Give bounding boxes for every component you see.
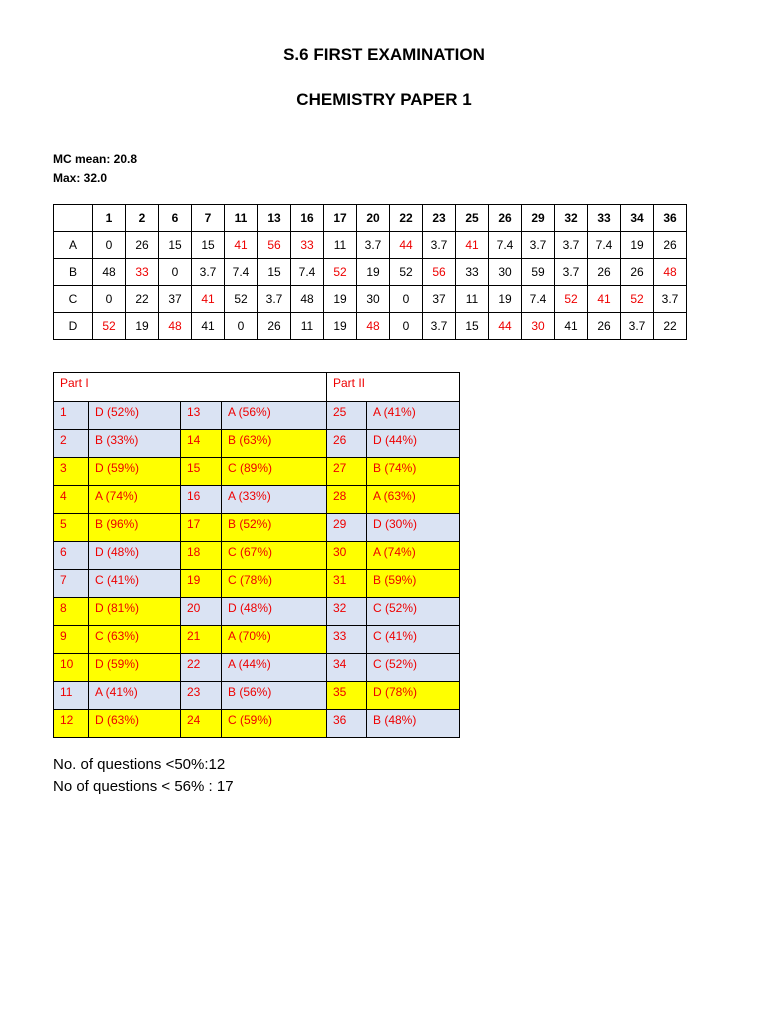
question-number-header: 7 (192, 205, 225, 232)
percentage-cell: 59 (522, 259, 555, 286)
percentage-cell: 33 (126, 259, 159, 286)
option-label: C (54, 286, 93, 313)
percentage-cell: 26 (126, 232, 159, 259)
percentage-cell: 11 (291, 313, 324, 340)
percentage-cell: 44 (489, 313, 522, 340)
question-number: 11 (54, 682, 89, 710)
answer-key: C (52%) (367, 654, 460, 682)
key-row (54, 710, 460, 738)
answer-key: D (30%) (367, 514, 460, 542)
percentage-cell: 44 (390, 232, 423, 259)
question-number-header: 33 (588, 205, 621, 232)
percentage-cell: 41 (225, 232, 258, 259)
percentage-cell: 7.4 (225, 259, 258, 286)
percentage-cell: 0 (390, 286, 423, 313)
distribution-row-c (54, 286, 687, 313)
question-number-header: 23 (423, 205, 456, 232)
question-number: 28 (327, 486, 367, 514)
question-number: 14 (181, 430, 222, 458)
footer-line-1: No. of questions <50%:12 (53, 756, 226, 773)
percentage-cell: 26 (588, 259, 621, 286)
question-number-header: 13 (258, 205, 291, 232)
max-score: Max: 32.0 (53, 171, 108, 185)
question-number-header: 6 (159, 205, 192, 232)
question-number: 6 (54, 542, 89, 570)
distribution-row-d (54, 313, 687, 340)
percentage-cell: 48 (93, 259, 126, 286)
question-number: 24 (181, 710, 222, 738)
answer-key: D (59%) (89, 654, 181, 682)
answer-key: C (63%) (89, 626, 181, 654)
answer-key: A (63%) (367, 486, 460, 514)
question-number: 3 (54, 458, 89, 486)
percentage-cell: 19 (324, 313, 357, 340)
question-number: 12 (54, 710, 89, 738)
question-number: 18 (181, 542, 222, 570)
distribution-row-a (54, 232, 687, 259)
percentage-cell: 26 (588, 313, 621, 340)
page-subtitle: CHEMISTRY PAPER 1 (296, 90, 472, 109)
question-number-header: 1 (93, 205, 126, 232)
question-number: 1 (54, 402, 89, 430)
answer-key: D (63%) (89, 710, 181, 738)
question-number: 36 (327, 710, 367, 738)
answer-key: D (59%) (89, 458, 181, 486)
answer-key: B (52%) (222, 514, 327, 542)
answer-key: C (67%) (222, 542, 327, 570)
answer-key: A (74%) (367, 542, 460, 570)
percentage-cell: 33 (456, 259, 489, 286)
percentage-cell: 48 (159, 313, 192, 340)
percentage-cell: 3.7 (621, 313, 654, 340)
percentage-cell: 22 (654, 313, 687, 340)
question-number: 20 (181, 598, 222, 626)
percentage-cell: 30 (357, 286, 390, 313)
question-number: 5 (54, 514, 89, 542)
question-number: 30 (327, 542, 367, 570)
answer-key: B (63%) (222, 430, 327, 458)
question-number: 7 (54, 570, 89, 598)
question-number-header: 26 (489, 205, 522, 232)
key-row (54, 654, 460, 682)
answer-key: D (81%) (89, 598, 181, 626)
answer-key: D (48%) (222, 598, 327, 626)
question-number-header: 29 (522, 205, 555, 232)
percentage-cell: 7.4 (522, 286, 555, 313)
answer-key: A (33%) (222, 486, 327, 514)
mc-mean: MC mean: 20.8 (53, 152, 138, 166)
percentage-cell: 3.7 (555, 232, 588, 259)
key-row (54, 626, 460, 654)
question-number-header: 36 (654, 205, 687, 232)
percentage-cell: 52 (621, 286, 654, 313)
question-number-header: 2 (126, 205, 159, 232)
percentage-cell: 52 (225, 286, 258, 313)
question-number: 16 (181, 486, 222, 514)
part-one-label: Part I (54, 373, 327, 402)
question-number-header: 22 (390, 205, 423, 232)
percentage-cell: 26 (621, 259, 654, 286)
percentage-cell: 3.7 (654, 286, 687, 313)
percentage-cell: 15 (159, 232, 192, 259)
question-number: 25 (327, 402, 367, 430)
question-number: 29 (327, 514, 367, 542)
corner-cell (54, 205, 93, 232)
option-label: D (54, 313, 93, 340)
answer-key: A (70%) (222, 626, 327, 654)
question-number-header: 17 (324, 205, 357, 232)
percentage-cell: 48 (357, 313, 390, 340)
question-number: 9 (54, 626, 89, 654)
percentage-cell: 15 (258, 259, 291, 286)
question-number: 10 (54, 654, 89, 682)
percentage-cell: 48 (291, 286, 324, 313)
question-number: 17 (181, 514, 222, 542)
percentage-cell: 15 (456, 313, 489, 340)
percentage-cell: 19 (126, 313, 159, 340)
answer-key: C (41%) (367, 626, 460, 654)
answer-key: B (33%) (89, 430, 181, 458)
percentage-cell: 7.4 (489, 232, 522, 259)
option-label: B (54, 259, 93, 286)
percentage-cell: 41 (456, 232, 489, 259)
percentage-cell: 19 (357, 259, 390, 286)
answer-key: B (59%) (367, 570, 460, 598)
answer-key: B (74%) (367, 458, 460, 486)
key-row (54, 598, 460, 626)
answer-key: A (56%) (222, 402, 327, 430)
percentage-cell: 11 (456, 286, 489, 313)
question-number: 34 (327, 654, 367, 682)
key-row (54, 430, 460, 458)
percentage-cell: 52 (93, 313, 126, 340)
question-number: 23 (181, 682, 222, 710)
question-number: 32 (327, 598, 367, 626)
percentage-cell: 22 (126, 286, 159, 313)
percentage-cell: 41 (192, 313, 225, 340)
percentage-cell: 37 (423, 286, 456, 313)
option-label: A (54, 232, 93, 259)
question-number: 35 (327, 682, 367, 710)
answer-key: A (41%) (367, 402, 460, 430)
percentage-cell: 19 (489, 286, 522, 313)
question-number: 15 (181, 458, 222, 486)
answer-key: A (44%) (222, 654, 327, 682)
key-row (54, 682, 460, 710)
key-row (54, 402, 460, 430)
percentage-cell: 19 (324, 286, 357, 313)
percentage-cell: 3.7 (423, 313, 456, 340)
footer-line-2: No of questions < 56% : 17 (53, 778, 234, 795)
question-number-header: 32 (555, 205, 588, 232)
question-number: 22 (181, 654, 222, 682)
percentage-cell: 30 (489, 259, 522, 286)
question-number-header: 20 (357, 205, 390, 232)
percentage-cell: 41 (192, 286, 225, 313)
answer-key: C (52%) (367, 598, 460, 626)
answer-key: C (89%) (222, 458, 327, 486)
question-number: 8 (54, 598, 89, 626)
percentage-cell: 41 (555, 313, 588, 340)
percentage-cell: 7.4 (588, 232, 621, 259)
distribution-header-row (54, 205, 687, 232)
key-row (54, 458, 460, 486)
answer-key: A (74%) (89, 486, 181, 514)
question-number: 26 (327, 430, 367, 458)
percentage-cell: 26 (654, 232, 687, 259)
answer-key: D (48%) (89, 542, 181, 570)
answer-key: C (41%) (89, 570, 181, 598)
key-row (54, 486, 460, 514)
percentage-cell: 0 (93, 232, 126, 259)
question-number: 31 (327, 570, 367, 598)
percentage-cell: 41 (588, 286, 621, 313)
answer-key: B (96%) (89, 514, 181, 542)
distribution-table (53, 204, 687, 340)
question-number: 19 (181, 570, 222, 598)
percentage-cell: 7.4 (291, 259, 324, 286)
key-row (54, 542, 460, 570)
percentage-cell: 3.7 (192, 259, 225, 286)
key-header-row (54, 373, 460, 402)
percentage-cell: 0 (225, 313, 258, 340)
percentage-cell: 15 (192, 232, 225, 259)
percentage-cell: 56 (423, 259, 456, 286)
answer-key: D (78%) (367, 682, 460, 710)
percentage-cell: 3.7 (357, 232, 390, 259)
question-number: 2 (54, 430, 89, 458)
percentage-cell: 0 (159, 259, 192, 286)
part-two-label: Part II (327, 373, 460, 402)
percentage-cell: 48 (654, 259, 687, 286)
question-number: 27 (327, 458, 367, 486)
question-number-header: 34 (621, 205, 654, 232)
percentage-cell: 0 (93, 286, 126, 313)
percentage-cell: 37 (159, 286, 192, 313)
question-number: 33 (327, 626, 367, 654)
percentage-cell: 11 (324, 232, 357, 259)
question-number-header: 11 (225, 205, 258, 232)
answer-key-table (53, 372, 460, 738)
answer-key: D (44%) (367, 430, 460, 458)
percentage-cell: 33 (291, 232, 324, 259)
percentage-cell: 52 (390, 259, 423, 286)
question-number-header: 16 (291, 205, 324, 232)
answer-key: D (52%) (89, 402, 181, 430)
percentage-cell: 19 (621, 232, 654, 259)
percentage-cell: 56 (258, 232, 291, 259)
answer-key: C (59%) (222, 710, 327, 738)
page-title: S.6 FIRST EXAMINATION (283, 45, 485, 64)
question-number: 13 (181, 402, 222, 430)
percentage-cell: 26 (258, 313, 291, 340)
percentage-cell: 3.7 (423, 232, 456, 259)
percentage-cell: 3.7 (555, 259, 588, 286)
question-number: 21 (181, 626, 222, 654)
percentage-cell: 3.7 (522, 232, 555, 259)
percentage-cell: 52 (555, 286, 588, 313)
percentage-cell: 0 (390, 313, 423, 340)
percentage-cell: 30 (522, 313, 555, 340)
answer-key: C (78%) (222, 570, 327, 598)
question-number: 4 (54, 486, 89, 514)
percentage-cell: 52 (324, 259, 357, 286)
distribution-row-b (54, 259, 687, 286)
answer-key: B (48%) (367, 710, 460, 738)
answer-key: B (56%) (222, 682, 327, 710)
key-row (54, 570, 460, 598)
answer-key: A (41%) (89, 682, 181, 710)
question-number-header: 25 (456, 205, 489, 232)
key-row (54, 514, 460, 542)
percentage-cell: 3.7 (258, 286, 291, 313)
